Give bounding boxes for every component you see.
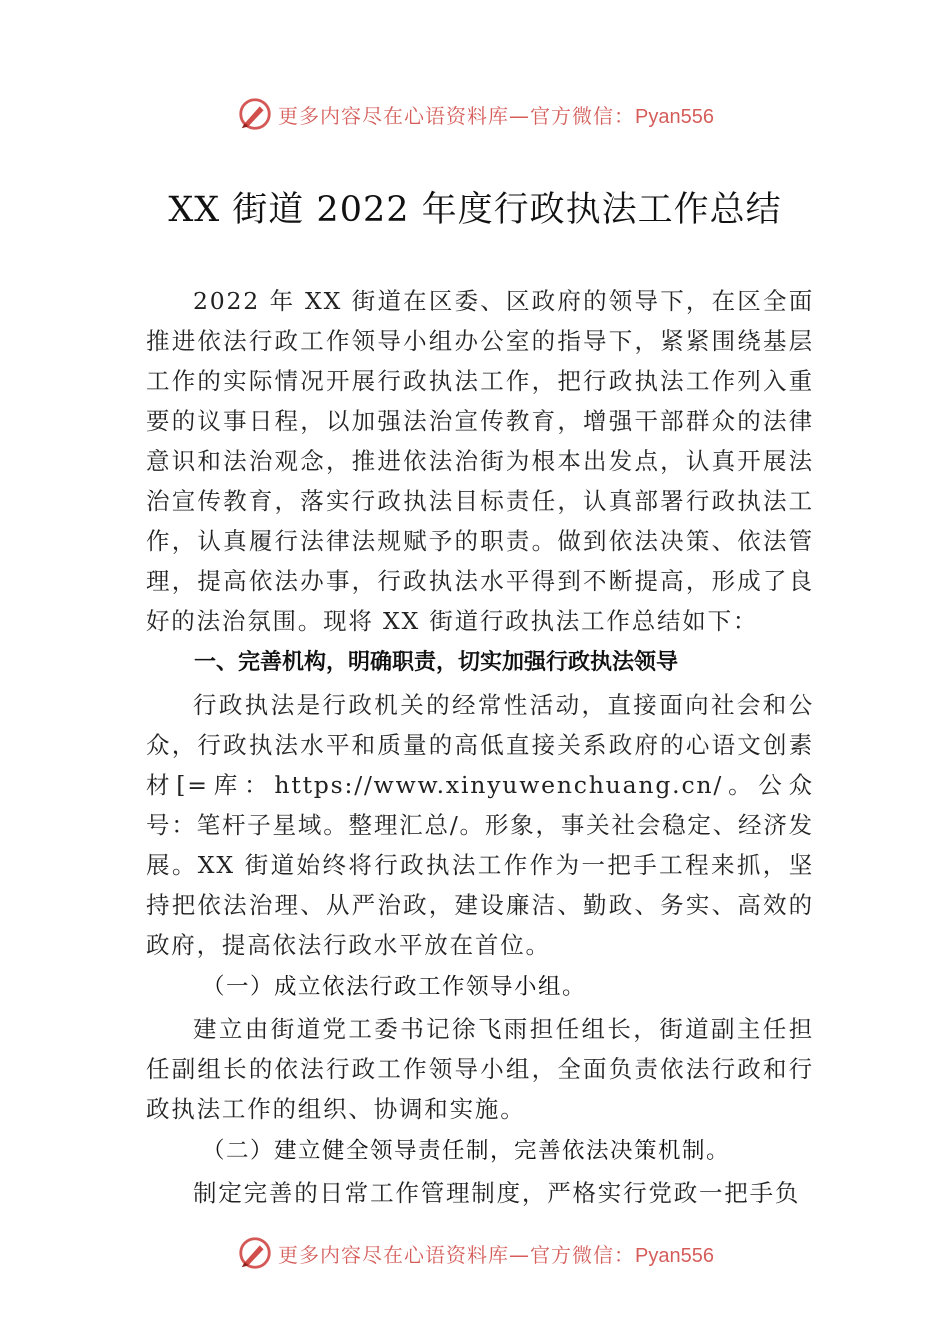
document-body bbox=[146, 281, 814, 1213]
pen-logo-icon bbox=[236, 95, 274, 133]
intro-paragraph: 2022 年 XX 街道在区委、区政府的领导下，在区全面推进依法行政工作领导小组办公室的指导下，紧紧围绕基层工作的实际情况开展行政执法工作，把行政执法工作列入重要的议事日程，以加强法治宣传教育，增强干部群众的法律意识和法治观念，推进依法治街为根本出发点，认真开展法治宣传教育，落实行政执法目标责任，认真部署行政执法工作，认真履行法律法规赋予的职责。做到依法决策、依法管理，提高依法办事，行政执法水平得到不断提高，形成了良好的法治氛围。现将 XX 街道行政执法工作总结如下： bbox=[146, 287, 814, 635]
watermark-banner-bottom bbox=[0, 1233, 950, 1273]
pen-logo-icon bbox=[236, 1234, 274, 1272]
subsection-1-heading: （一）成立依法行政工作领导小组。 bbox=[202, 974, 587, 1000]
watermark-text: 更多内容尽在心语资料库—官方微信：Pyan556 bbox=[278, 103, 714, 128]
subsection-1-paragraph: 建立由街道党工委书记徐飞雨担任组长，街道副主任担任副组长的依法行政工作领导小组，全面负责依法行政和行政执法工作的组织、协调和实施。 bbox=[146, 1015, 814, 1123]
section-1-paragraph: 行政执法是行政机关的经常性活动，直接面向社会和公众，行政执法水平和质量的高低直接关系政府的心语文创素材[=库：https://www.xinyuwenchuang.cn/。公众号：笔杆子星域。整理汇总/。形象，事关社会稳定、经济发展。XX 街道始终将行政执法工作作为一把手工程来抓，坚持把依法治理、从严治政，建设廉洁、勤政、务实、高效的政府，提高依法行政水平放在首位。 bbox=[146, 691, 814, 959]
subsection-2-heading: （二）建立健全领导责任制，完善依法决策机制。 bbox=[202, 1138, 731, 1164]
section-1-heading: 一、完善机构，明确职责，切实加强行政执法领导 bbox=[194, 650, 679, 675]
subsection-2-paragraph: 制定完善的日常工作管理制度，严格实行党政一把手负 bbox=[193, 1179, 801, 1207]
watermark-text: 更多内容尽在心语资料库—官方微信：Pyan556 bbox=[278, 1242, 714, 1267]
watermark-banner-top bbox=[0, 94, 950, 134]
document-title: XX 街道 2022 年度行政执法工作总结 bbox=[168, 190, 782, 230]
